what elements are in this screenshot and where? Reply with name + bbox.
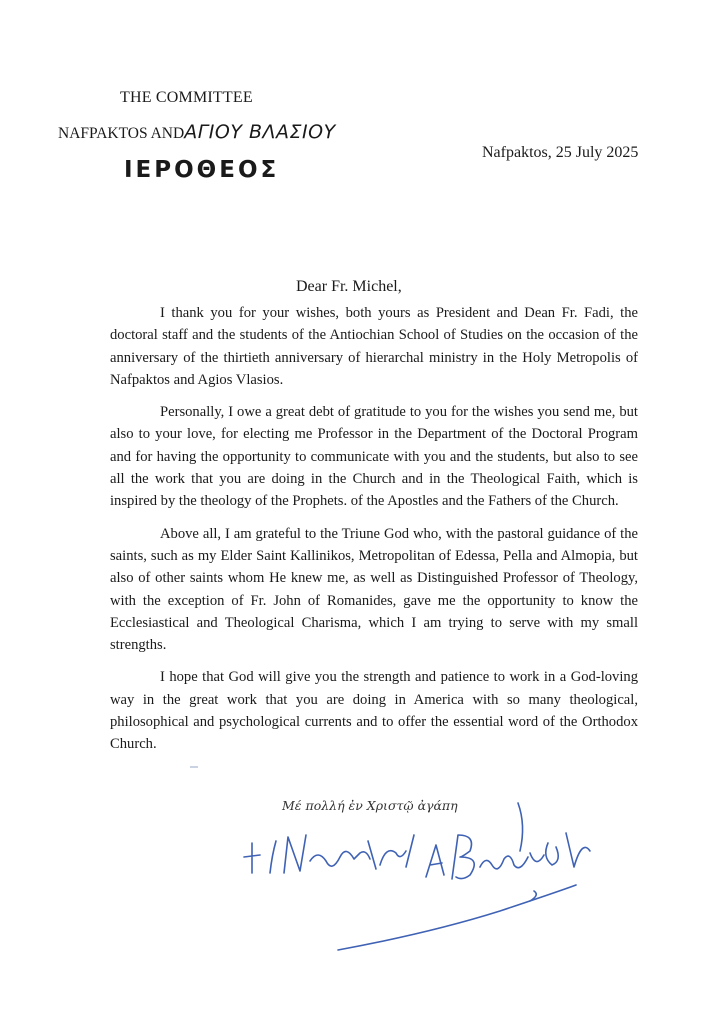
stray-ink-mark — [190, 766, 198, 768]
closing-greeting: Μέ πολλή ἐν Χριστῷ ἀγάπη — [282, 798, 458, 813]
paragraph: I hope that God will give you the strength and patience to work in a God-loving way in the great work that you are doing in America with so many theological, philosophical and psychological currents and to offer the essential word of the Orthodox Church. — [110, 669, 638, 753]
salutation: Dear Fr. Michel, — [296, 278, 402, 295]
place-date: Nafpaktos, 25 July 2025 — [482, 144, 639, 161]
letterhead-name-seal: ΙΕΡΟΘΕΟΣ — [124, 157, 280, 183]
paragraph: Personally, I owe a great debt of gratitude to you for the wishes you send me, but also to your love, for electing me Professor in the Department of the Doctoral Program and for having the opportunity to communicate with you and the students, but also to see all the work that you are doing in the Church and in the Theological Faith, which is inspired by the theology of the Prophets. of the Apostles and the Fathers of the Church. — [110, 404, 638, 510]
paragraph: Above all, I am grateful to the Triune God who, with the pastoral guidance of the saints, such as my Elder Saint Kallinikos, Metropolitan of Edessa, Pella and Almopia, but also of other saints whom He knew me, as well as Distinguished Professor of Theology, with the exception of Fr. John of Romanides, gave me the opportunity to know the Ecclesiastical and Theological Charisma, which I am trying to serve with my small strengths. — [110, 525, 638, 654]
committee-subtitle — [58, 121, 336, 143]
committee-subtitle-latin: NAFPAKTOS AND — [58, 125, 185, 142]
paragraph: I thank you for your wishes, both yours as President and Dean Fr. Fadi, the doctoral staff and the students of the Antiochian School of Studies on the occasion of the anniversary of the thirtieth anniversary of hierarchal ministry in the Holy Metropolis of Nafpaktos and Agios Vlasios. — [110, 305, 638, 388]
handwritten-signature — [230, 795, 610, 955]
committee-subtitle-greek: ΑΓΙΟΥ ΒΛΑΣΙΟΥ — [184, 121, 336, 143]
committee-title: THE COMMITTEE — [120, 89, 253, 106]
letter-body — [110, 302, 638, 766]
